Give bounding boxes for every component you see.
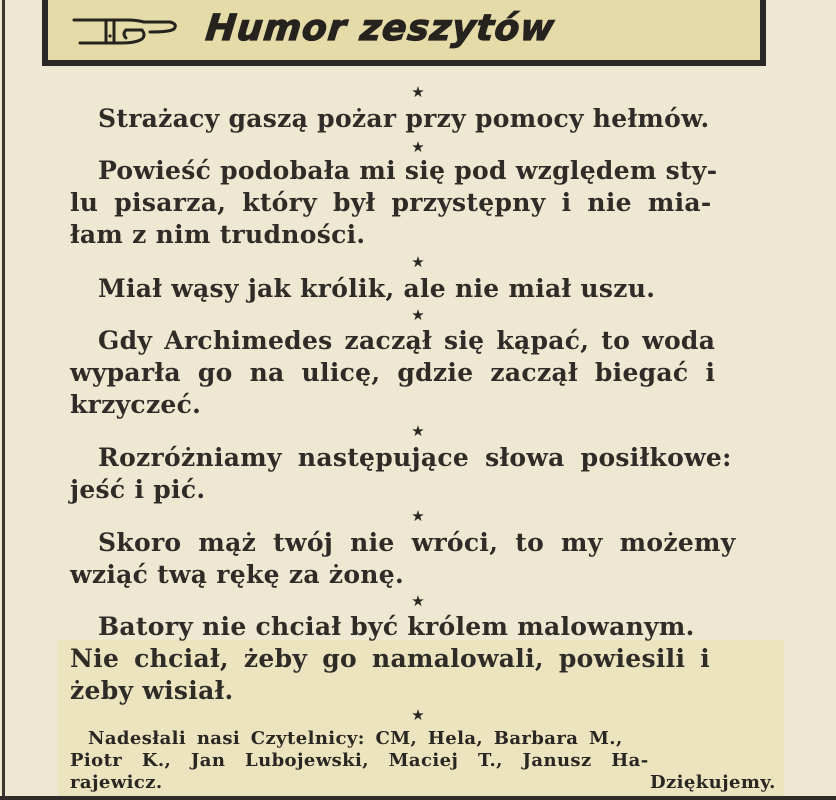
joke-line: Batory nie chciał być królem malowanym. xyxy=(98,612,695,641)
star-separator: ★ xyxy=(411,138,425,156)
pointing-hand-icon xyxy=(70,16,180,48)
joke-line: Strażacy gaszą pożar przy pomocy hełmów. xyxy=(98,104,710,133)
credits-line: Nadesłali nasi Czytelnicy: CM, Hela, Barbara M., xyxy=(88,728,623,749)
joke-line: żeby wisiał. xyxy=(70,676,234,705)
bottom-rule xyxy=(0,796,836,800)
star-separator: ★ xyxy=(411,306,425,324)
star-separator: ★ xyxy=(411,422,425,440)
joke-line: Skoro mąż twój nie wróci, to my możemy xyxy=(98,528,736,557)
joke-line: Rozróżniamy następujące słowa posiłkowe: xyxy=(98,443,732,472)
star-separator: ★ xyxy=(411,83,425,101)
joke-line: wyparła go na ulicę, gdzie zaczął biegać i xyxy=(70,358,716,387)
joke-line: krzyczeć. xyxy=(70,390,202,419)
joke-line: Miał wąsy jak królik, ale nie miał uszu. xyxy=(98,274,656,303)
section-header xyxy=(42,0,766,66)
joke-line: wziąć twą rękę za żonę. xyxy=(70,560,404,589)
joke-line: jeść i pić. xyxy=(70,475,206,504)
thanks-text: Dziękujemy. xyxy=(650,772,776,793)
joke-line: lu pisarza, który był przystępny i nie mia- xyxy=(70,188,712,217)
credits-line: Piotr K., Jan Lubojewski, Maciej T., Janusz Ha- xyxy=(70,750,649,771)
joke-line: Gdy Archimedes zaczął się kąpać, to woda xyxy=(98,326,716,355)
star-separator: ★ xyxy=(411,253,425,271)
joke-line: Nie chciał, żeby go namalowali, powiesili i xyxy=(70,644,711,673)
section-title: Humor zeszytów xyxy=(203,8,557,49)
joke-line: łam z nim trudności. xyxy=(70,220,366,249)
joke-line: Powieść podobała mi się pod względem sty- xyxy=(98,156,718,185)
star-separator: ★ xyxy=(411,592,425,610)
credits-line: rajewicz. xyxy=(70,772,163,793)
star-separator: ★ xyxy=(411,706,425,724)
star-separator: ★ xyxy=(411,507,425,525)
left-column-rule xyxy=(2,0,5,800)
